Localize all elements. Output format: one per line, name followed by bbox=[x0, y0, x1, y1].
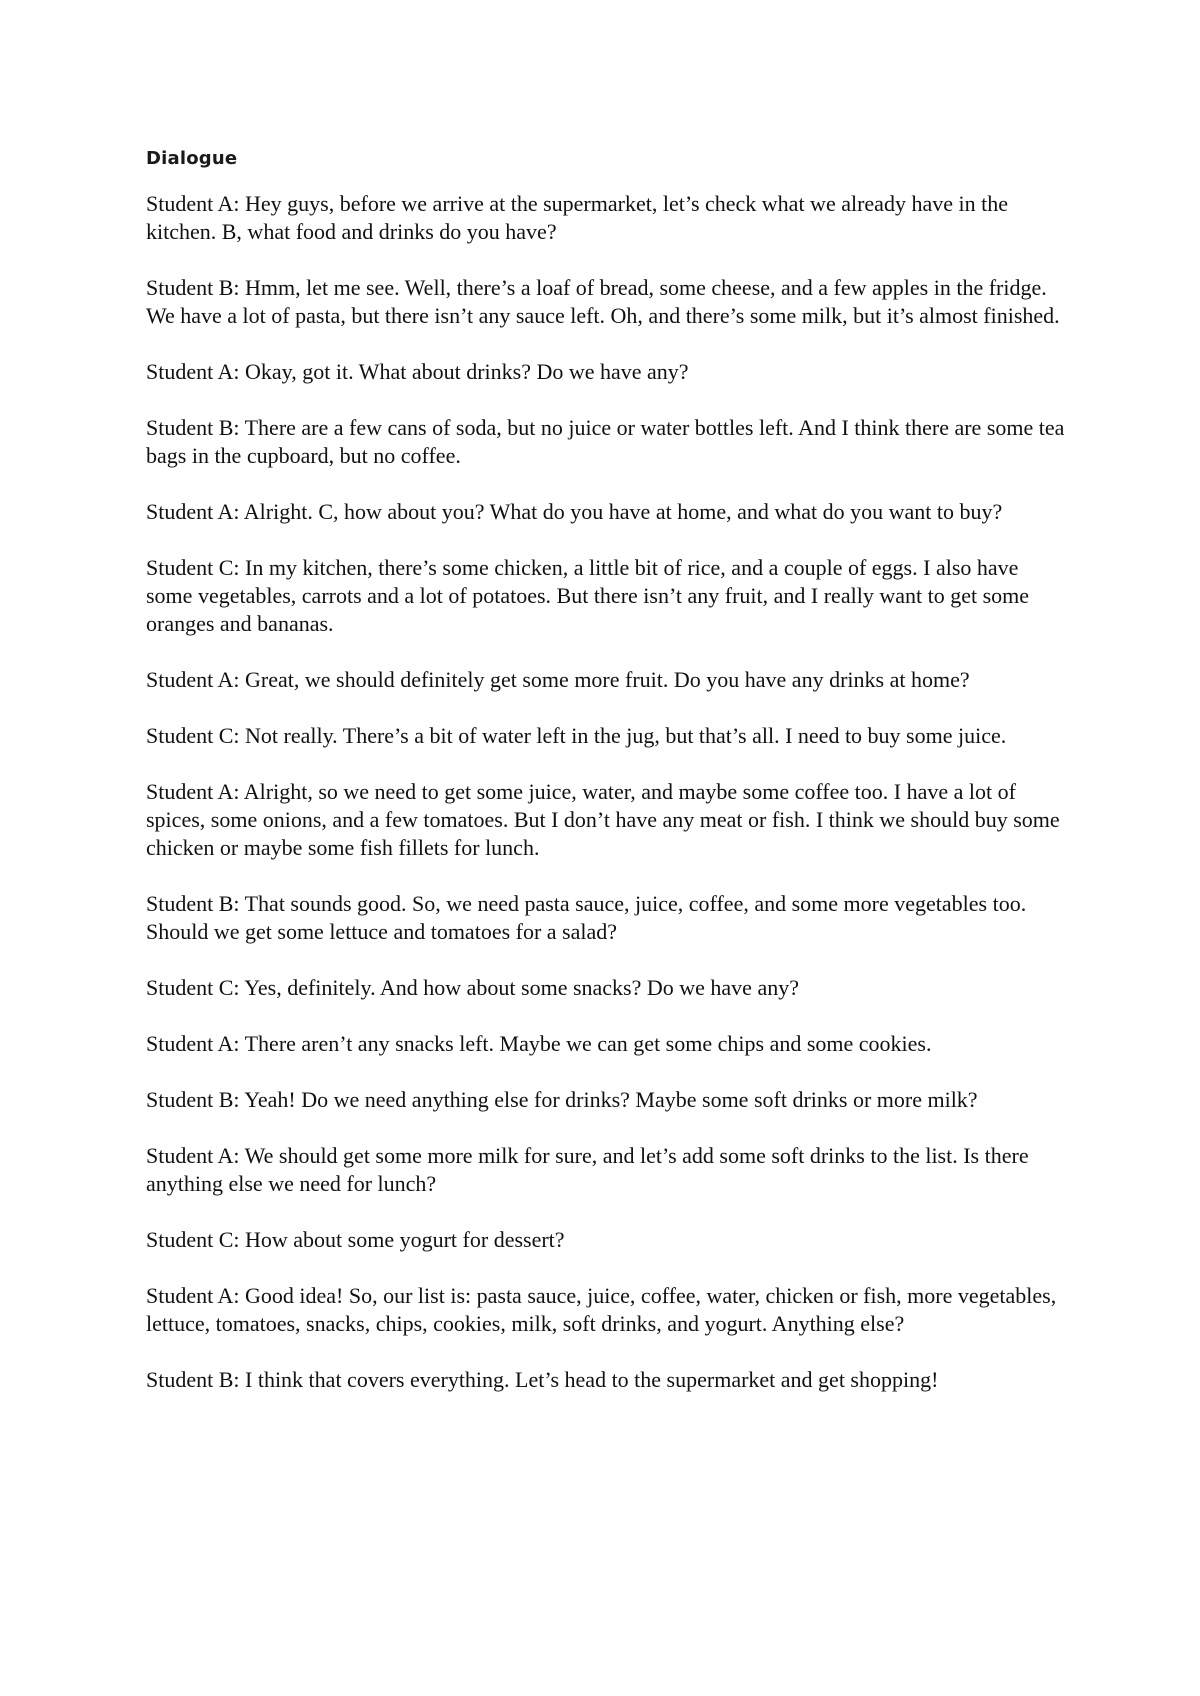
dialogue-turn: Student B: Yeah! Do we need anything else for drinks? Maybe some soft drinks or more milk? bbox=[146, 1087, 978, 1112]
dialogue-turn: Student C: Not really. There’s a bit of water left in the jug, but that’s all. I need to buy some juice. bbox=[146, 723, 1007, 748]
dialogue-turn: Student A: Alright, so we need to get some juice, water, and maybe some coffee too. I have a lot of spices, some onions, and a few tomatoes. But I don’t have any meat or fish. I think we should buy some chicken or maybe some fish fillets for lunch. bbox=[146, 779, 1060, 860]
dialogue-turn: Student A: We should get some more milk for sure, and let’s add some soft drinks to the list. Is there anything else we need for lunch? bbox=[146, 1143, 1029, 1196]
dialogue-turn: Student C: How about some yogurt for dessert? bbox=[146, 1227, 565, 1252]
dialogue-body bbox=[146, 190, 1066, 1422]
dialogue-turn: Student A: Good idea! So, our list is: pasta sauce, juice, coffee, water, chicken or fish, more vegetables, lettuce, tomatoes, snacks, chips, cookies, milk, soft drinks, and yogurt. Anything else? bbox=[146, 1283, 1057, 1336]
dialogue-turn: Student A: Alright. C, how about you? What do you have at home, and what do you want to buy? bbox=[146, 499, 1003, 524]
dialogue-turn: Student A: Okay, got it. What about drinks? Do we have any? bbox=[146, 359, 689, 384]
dialogue-turn: Student A: Great, we should definitely get some more fruit. Do you have any drinks at home? bbox=[146, 667, 970, 692]
dialogue-turn: Student C: In my kitchen, there’s some chicken, a little bit of rice, and a couple of eggs. I also have some vegetables, carrots and a lot of potatoes. But there isn’t any fruit, and I really want to get some oranges and bananas. bbox=[146, 555, 1030, 636]
dialogue-turn: Student B: There are a few cans of soda, but no juice or water bottles left. And I think there are some tea bags in the cupboard, but no coffee. bbox=[146, 415, 1065, 468]
dialogue-turn: Student B: That sounds good. So, we need pasta sauce, juice, coffee, and some more vegetables too. Should we get some lettuce and tomatoes for a salad? bbox=[146, 891, 1027, 944]
document-heading: Dialogue bbox=[146, 148, 238, 169]
dialogue-turn: Student B: I think that covers everything. Let’s head to the supermarket and get shopping! bbox=[146, 1367, 939, 1392]
dialogue-turn: Student A: Hey guys, before we arrive at the supermarket, let’s check what we already have in the kitchen. B, what food and drinks do you have? bbox=[146, 191, 1008, 244]
dialogue-turn: Student C: Yes, definitely. And how about some snacks? Do we have any? bbox=[146, 975, 799, 1000]
dialogue-turn: Student B: Hmm, let me see. Well, there’s a loaf of bread, some cheese, and a few apples in the fridge. We have a lot of pasta, but there isn’t any sauce left. Oh, and there’s some milk, but it’s almost finished. bbox=[146, 275, 1060, 328]
dialogue-turn: Student A: There aren’t any snacks left. Maybe we can get some chips and some cookies. bbox=[146, 1031, 932, 1056]
